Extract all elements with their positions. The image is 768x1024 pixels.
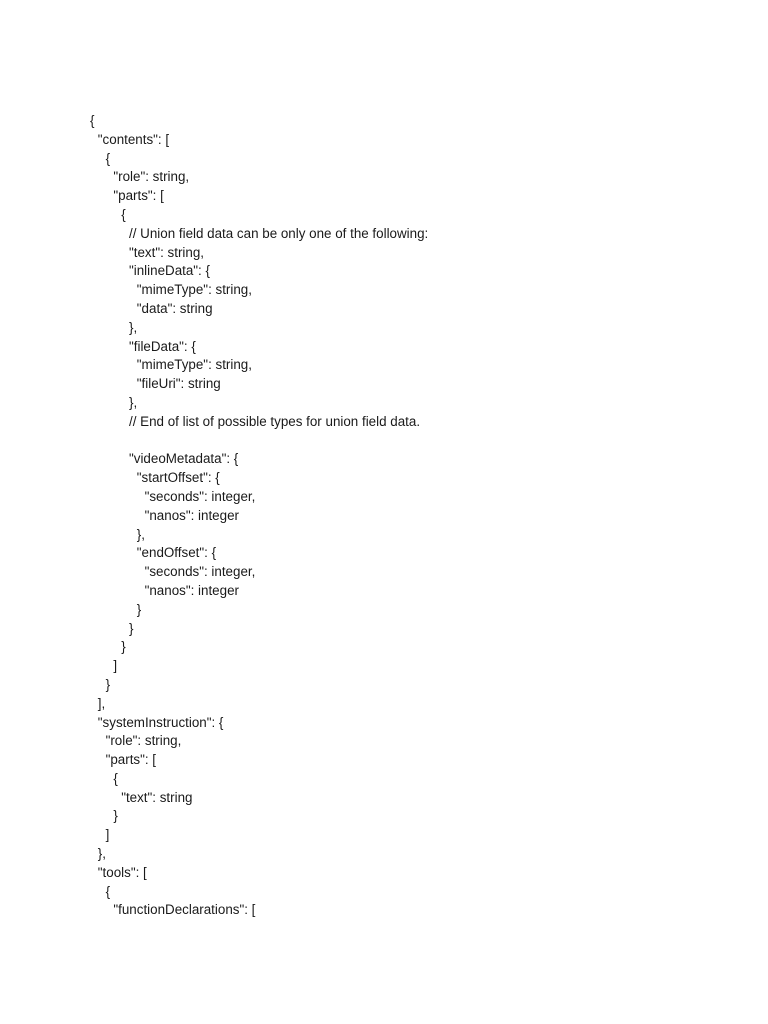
code-line: }, [129, 319, 138, 335]
code-line: "parts": [ [105, 752, 157, 768]
code-line: }, [136, 526, 145, 542]
code-line: "systemInstruction": { [97, 714, 224, 730]
code-line: "seconds": integer, [144, 564, 256, 580]
code-line: { [105, 150, 111, 166]
code-line: }, [129, 394, 138, 410]
code-line: "videoMetadata": { [129, 451, 239, 467]
code-line: } [129, 620, 134, 636]
code-line: "inlineData": { [129, 263, 210, 279]
code-line: ] [113, 658, 118, 674]
code-line: "fileUri": string [136, 376, 221, 392]
code-line: { [90, 113, 95, 128]
code-line: "data": string [136, 300, 213, 316]
code-line: { [121, 206, 126, 222]
code-line: { [105, 883, 111, 899]
code-line: "fileData": { [129, 338, 196, 354]
code-line: // Union field data can be only one of the following: [129, 225, 429, 241]
code-line: } [105, 676, 111, 692]
code-line: "endOffset": { [136, 545, 217, 561]
code-line: } [136, 601, 142, 617]
code-line: "seconds": integer, [144, 488, 256, 504]
code-line: "role": string, [113, 169, 190, 185]
code-line: "nanos": integer [144, 582, 239, 598]
blank-line [90, 432, 730, 451]
code-line: // End of list of possible types for union field data. [129, 413, 421, 429]
code-line: } [121, 639, 126, 655]
code-line: "role": string, [105, 733, 182, 749]
code-line: "functionDeclarations": [ [113, 902, 256, 918]
code-line: "contents": [ [97, 131, 170, 147]
code-line: { [113, 770, 118, 786]
code-line: "parts": [ [113, 188, 164, 204]
code-line: ] [105, 827, 110, 843]
code-line: "text": string, [129, 244, 204, 260]
code-line: } [113, 808, 118, 824]
code-line: "startOffset": { [136, 470, 220, 486]
code-line: "text": string [121, 789, 193, 805]
code-line: }, [97, 846, 106, 862]
code-line: "nanos": integer [144, 507, 239, 523]
code-line: "mimeType": string, [136, 282, 252, 298]
json-schema-block [90, 112, 730, 920]
code-line: "mimeType": string, [136, 357, 252, 373]
code-line: ], [97, 695, 106, 711]
code-line: "tools": [ [97, 864, 147, 880]
